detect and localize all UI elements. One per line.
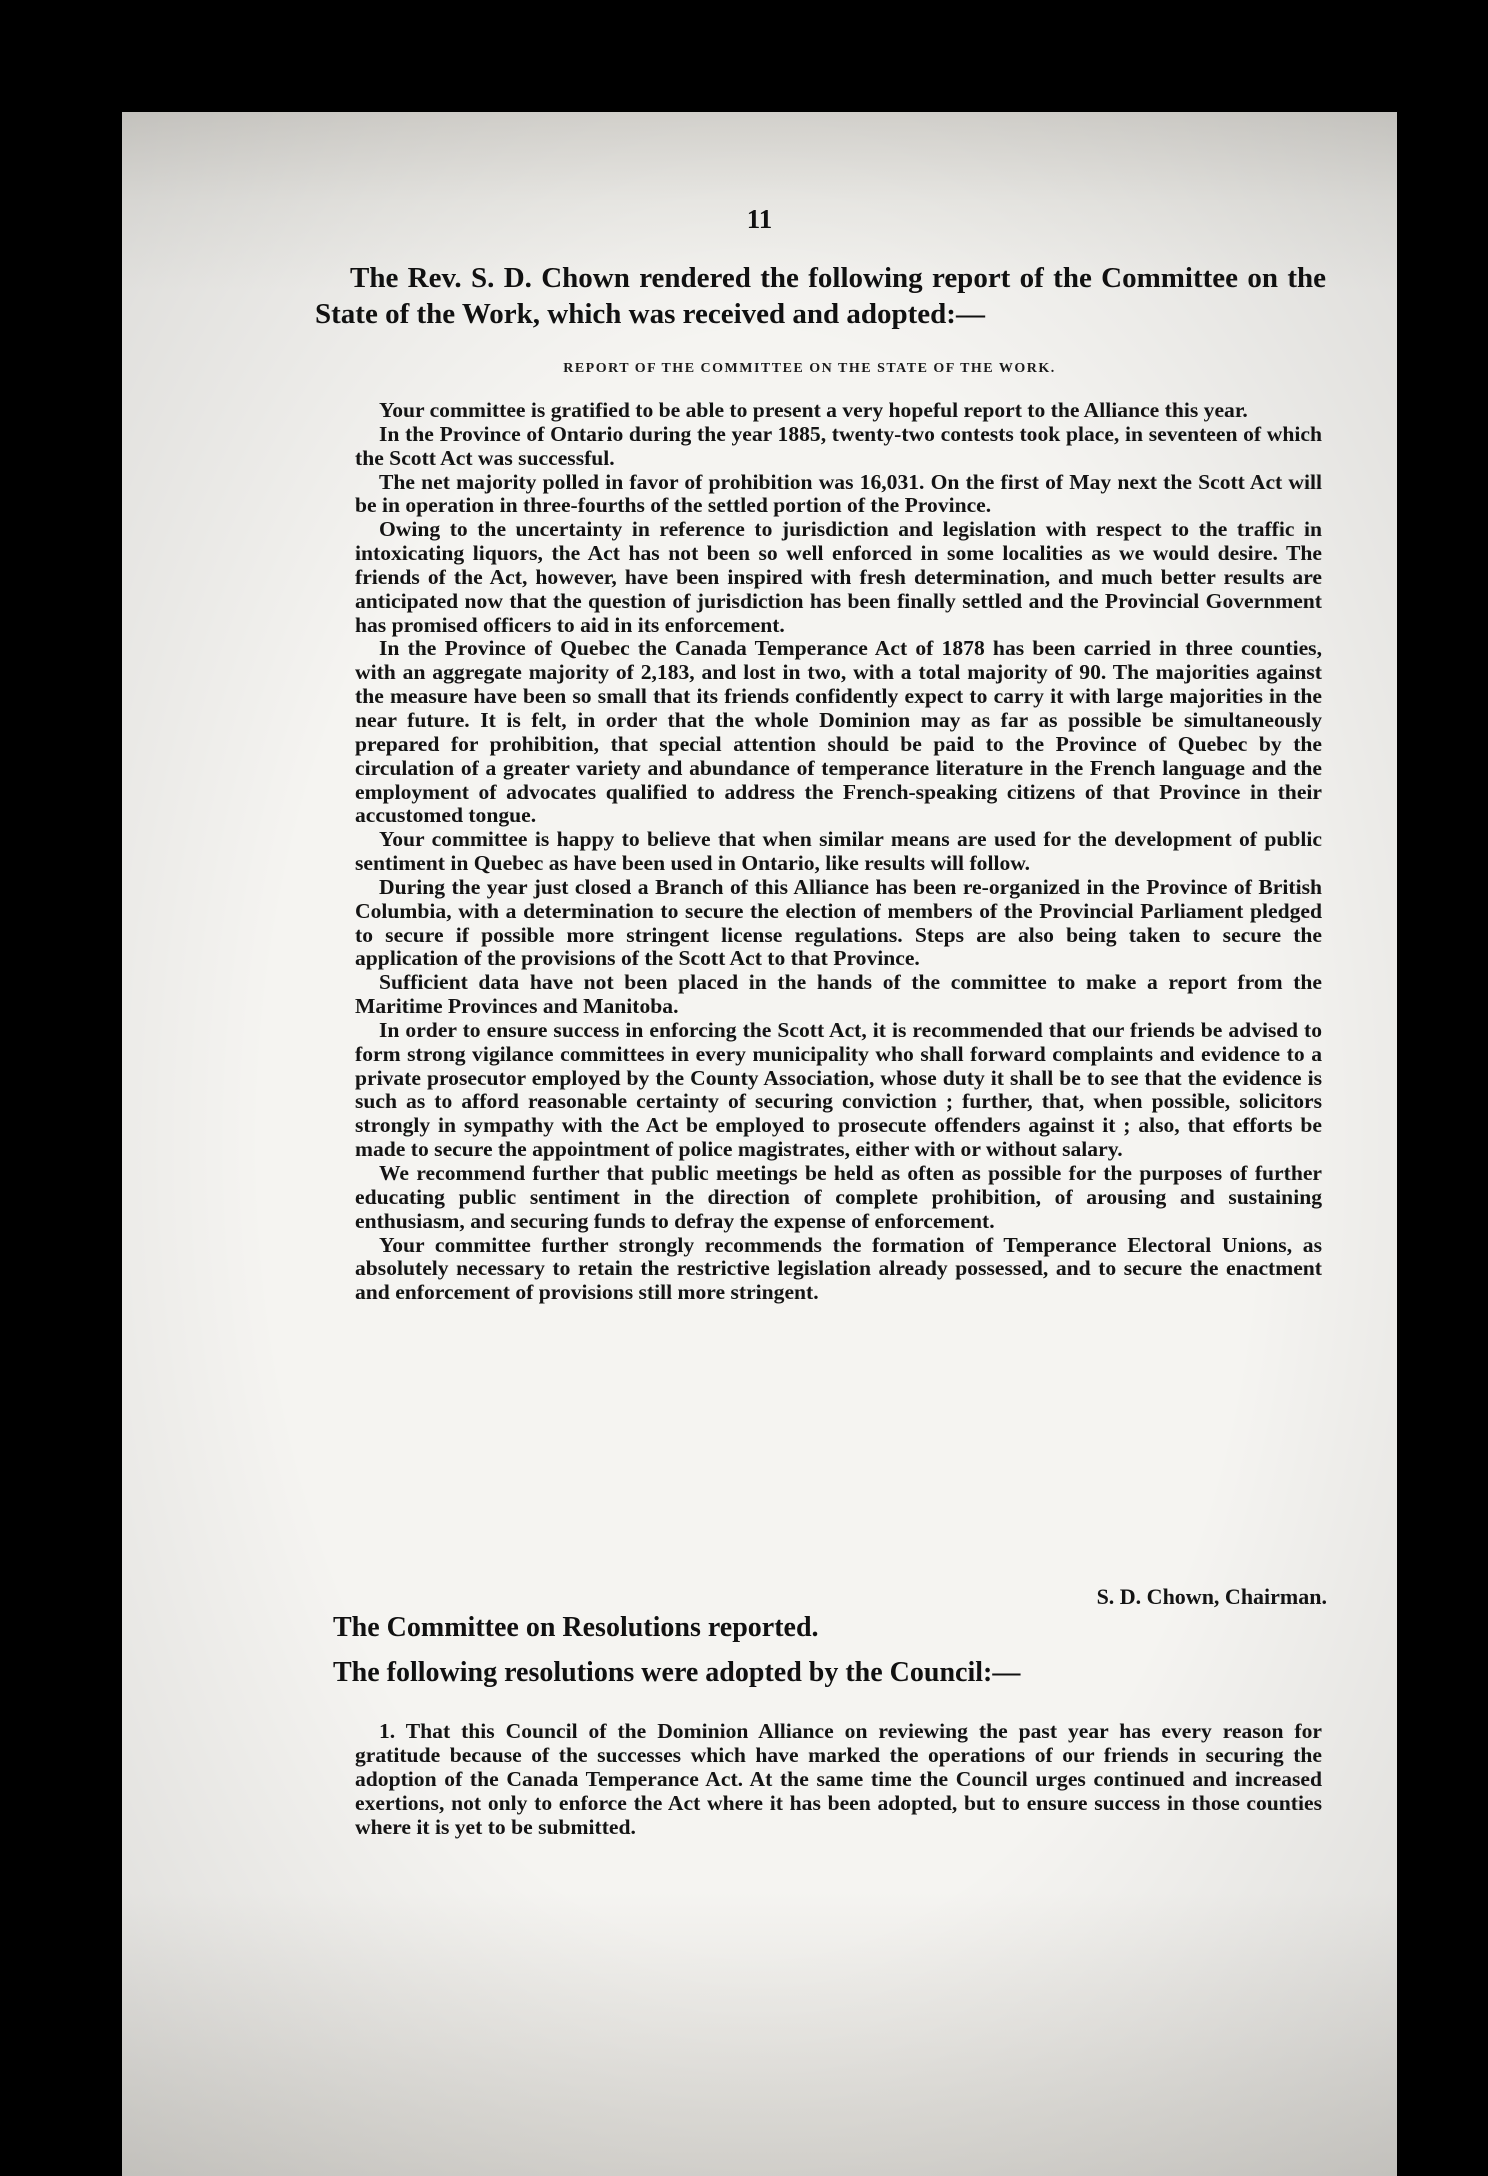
resolutions-adopted-heading: The following resolutions were adopted by the Council:—	[333, 1657, 1021, 1688]
page-number: 11	[746, 204, 773, 234]
report-paragraph: In the Province of Ontario during the year 1885, twenty-two contests took place, in seventeen of which the Scott Act was successful.	[355, 421, 1322, 470]
report-body	[355, 399, 1322, 1305]
report-paragraph: The net majority polled in favor of prohibition was 16,031. On the first of May next the Scott Act will be in operation in three-fourths of the settled portion of the Province.	[355, 469, 1322, 518]
report-paragraph: Your committee further strongly recommends the formation of Temperance Electoral Unions, as absolutely necessary to retain the restrictive legislation already possessed, and to secure the enactment and enforcement of provisions still more stringent.	[355, 1232, 1322, 1305]
report-paragraph: Your committee is happy to believe that when similar means are used for the development of public sentiment in Quebec as have been used in Ontario, like results will follow.	[355, 827, 1322, 876]
report-paragraph: We recommend further that public meetings be held as often as possible for the purposes of further educating public sentiment in the direction of complete prohibition, of arousing and sustaining enthusiasm, and securing funds to defray the expense of enforcement.	[355, 1161, 1322, 1233]
report-paragraph: Owing to the uncertainty in reference to jurisdiction and legislation with respect to the traffic in intoxicating liquors, the Act has not been so well enforced in some localities as we would desire. The friends of the Act, however, have been inspired with fresh determination, and much better results are anticipated now that the question of jurisdiction has been finally settled and the Provincial Government has promised officers to aid in its enforcement.	[355, 517, 1322, 637]
report-paragraph: During the year just closed a Branch of this Alliance has been re-organized in the Province of British Columbia, with a determination to secure the election of members of the Provincial Parliament pledged to secure if possible more stringent license regulations. Steps are also being taken to secure the application of the provisions of the Scott Act to that Province.	[355, 874, 1322, 971]
signature: S. D. Chown, Chairman.	[1096, 1584, 1327, 1609]
report-paragraph: In order to ensure success in enforcing the Scott Act, it is recommended that our friends be advised to form strong vigilance committees in every municipality who shall forward complaints and evidence to a private prosecutor employed by the County Association, whose duty it shall be to see that the evidence is such as to afford reasonable certainty of securing conviction ; further, that, when possible, solicitors strongly in sympathy with the Act be employed to prosecute offenders against it ; also, that efforts be made to secure the appointment of police magistrates, either with or without salary.	[355, 1017, 1322, 1162]
report-paragraph: Your committee is gratified to be able to present a very hopeful report to the Alliance this year.	[379, 398, 1248, 422]
intro-paragraph: The Rev. S. D. Chown rendered the following report of the Committee on the State of the Work, which was received and adopted:—	[315, 262, 1326, 330]
resolutions-reported-heading: The Committee on Resolutions reported.	[333, 1612, 819, 1643]
resolution-item: 1. That this Council of the Dominion Alliance on reviewing the past year has every reason for gratitude because of the successes which have marked the operations of our friends in securing the adoption of the Canada Temperance Act. At the same time the Council urges continued and increased exertions, not only to enforce the Act where it has been adopted, but to ensure success in those counties where it is yet to be submitted.	[355, 1719, 1322, 1839]
document-page	[122, 112, 1397, 2176]
report-title: REPORT OF THE COMMITTEE ON THE STATE OF THE WORK.	[563, 361, 1056, 376]
report-paragraph: In the Province of Quebec the Canada Temperance Act of 1878 has been carried in three counties, with an aggregate majority of 2,183, and lost in two, with a total majority of 90. The majorities against the measure have been so small that its friends confidently expect to carry it with large majorities in the near future. It is felt, in order that the whole Dominion may as far as possible be simultaneously prepared for prohibition, that special attention should be paid to the Province of Quebec by the circulation of a greater variety and abundance of temperance literature in the French language and the employment of advocates qualified to address the French-speaking citizens of that Province in their accustomed tongue.	[355, 636, 1322, 828]
report-paragraph: Sufficient data have not been placed in the hands of the committee to make a report from the Maritime Provinces and Manitoba.	[355, 970, 1322, 1019]
